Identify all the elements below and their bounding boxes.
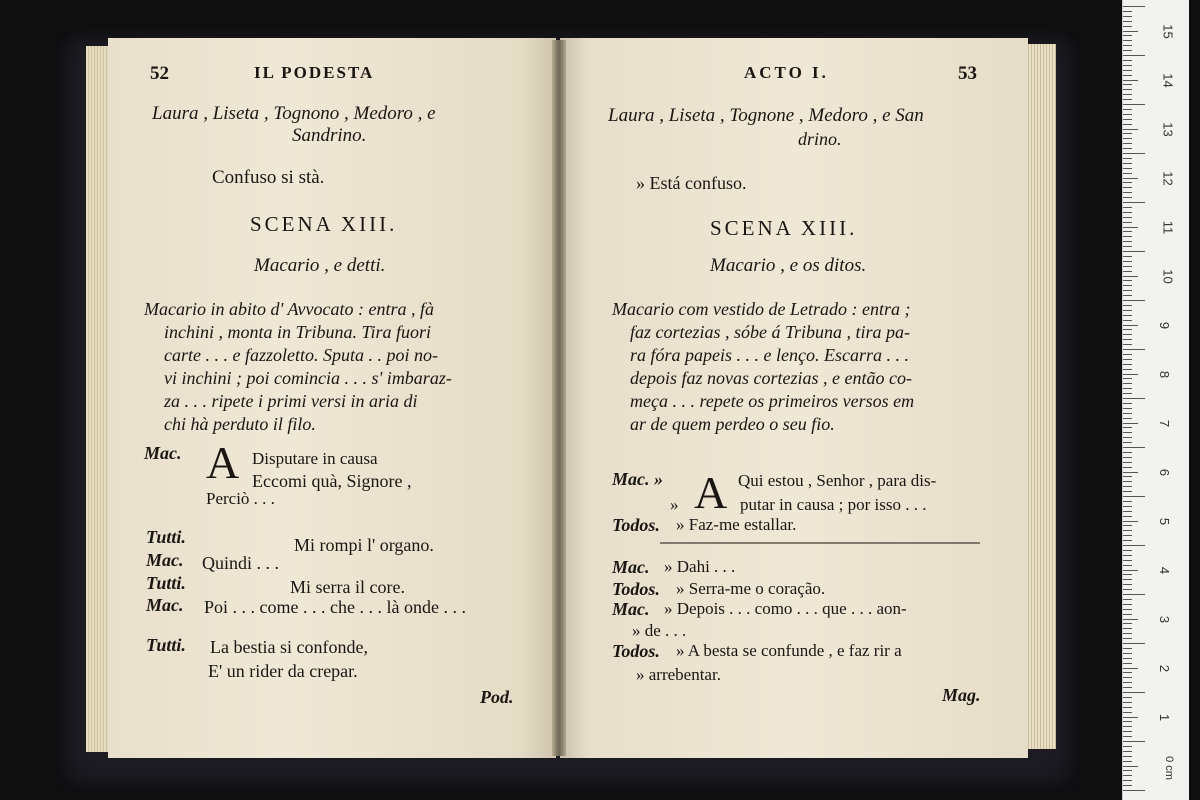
ruler-tick <box>1123 550 1132 551</box>
ruler-tick <box>1123 648 1132 649</box>
ruler-tick <box>1123 305 1132 306</box>
ruler-tick <box>1123 638 1132 639</box>
ruler-number: 1 <box>1157 713 1173 722</box>
speaker: Mac. <box>144 443 182 463</box>
ruler-tick <box>1123 731 1132 732</box>
ruler-tick <box>1123 565 1132 566</box>
ruler-tick <box>1123 692 1145 693</box>
ruler-tick <box>1123 334 1132 335</box>
ruler-tick <box>1123 570 1138 571</box>
ruler-tick <box>1123 99 1132 100</box>
ruler-number: 11 <box>1160 220 1176 235</box>
ruler-tick <box>1123 202 1145 203</box>
ruler-number: 14 <box>1160 73 1176 88</box>
ruler-tick <box>1123 45 1132 46</box>
ruler-tick <box>1123 476 1132 477</box>
ruler-tick <box>1123 359 1132 360</box>
direction-line: depois faz novas cortezias , e então co- <box>630 368 912 388</box>
ruler-tick <box>1123 530 1132 531</box>
ruler-tick <box>1123 178 1138 179</box>
running-head: IL PODESTA <box>254 63 375 82</box>
ruler-number: 5 <box>1157 517 1173 526</box>
ruler-tick <box>1123 668 1138 669</box>
ruler-tick <box>1123 614 1132 615</box>
ruler-tick <box>1123 511 1132 512</box>
ruler-tick <box>1123 40 1132 41</box>
ruler-tick <box>1123 192 1132 193</box>
ruler-tick <box>1123 75 1132 76</box>
ruler-tick <box>1123 231 1132 232</box>
ruler-tick <box>1123 388 1132 389</box>
ruler-tick <box>1123 486 1132 487</box>
ruler-number: 13 <box>1160 122 1176 137</box>
ruler-tick <box>1123 378 1132 379</box>
scene-title: SCENA XIII. <box>710 216 858 240</box>
ruler-tick <box>1123 726 1132 727</box>
ruler-tick <box>1123 761 1132 762</box>
cast-line: Laura , Liseta , Tognono , Medoro , e <box>152 103 436 124</box>
ruler-tick <box>1123 383 1132 384</box>
speaker: Todos. <box>612 579 660 599</box>
direction-line: za . . . ripete i primi versi in aria di <box>164 391 418 411</box>
ruler-tick <box>1123 119 1132 120</box>
ruler-tick <box>1123 682 1132 683</box>
ruler-tick <box>1123 525 1132 526</box>
ruler-tick <box>1123 320 1132 321</box>
ruler-tick <box>1123 741 1145 742</box>
dialogue-line: E' un rider da crepar. <box>208 661 358 681</box>
ruler-tick <box>1123 751 1132 752</box>
ruler-tick <box>1123 717 1138 718</box>
ruler-tick <box>1123 628 1132 629</box>
ruler-tick <box>1123 285 1132 286</box>
ruler-tick <box>1123 104 1145 105</box>
ruler-tick <box>1123 712 1132 713</box>
ruler-tick <box>1123 584 1132 585</box>
ruler-tick <box>1123 663 1132 664</box>
cast-line: Sandrino. <box>292 125 367 146</box>
ruler-tick <box>1123 271 1132 272</box>
dialogue-line: Mi serra il core. <box>290 577 405 597</box>
ruler-tick <box>1123 653 1132 654</box>
ruler-tick <box>1123 756 1132 757</box>
ruler-tick <box>1123 467 1132 468</box>
ruler-tick <box>1123 619 1138 620</box>
ruler-tick <box>1123 413 1132 414</box>
ruler-tick <box>1123 16 1132 17</box>
speaker: Mac. » <box>612 469 663 489</box>
ruler-tick <box>1123 457 1132 458</box>
ruler-tick <box>1123 266 1132 267</box>
ruler-number: 15 <box>1160 24 1176 39</box>
ruler-tick <box>1123 295 1132 296</box>
ruler-tick <box>1123 339 1132 340</box>
ruler-tick <box>1123 168 1132 169</box>
dialogue-line: » Dahi . . . <box>664 557 736 576</box>
speaker: Mac. <box>146 550 184 570</box>
ruler-tick <box>1123 785 1132 786</box>
ruler-tick <box>1123 501 1132 502</box>
book-gutter <box>552 40 566 756</box>
ruler-tick <box>1123 325 1138 326</box>
ruler-tick <box>1123 329 1132 330</box>
ruler-tick <box>1123 491 1132 492</box>
ruler-tick <box>1123 124 1132 125</box>
ruler-tick <box>1123 555 1132 556</box>
ruler-tick <box>1123 89 1132 90</box>
ruler-tick <box>1123 276 1138 277</box>
running-head: ACTO I. <box>744 63 829 82</box>
ruler-tick <box>1123 26 1132 27</box>
ruler-tick <box>1123 393 1132 394</box>
ruler-tick <box>1123 707 1132 708</box>
ruler-tick <box>1123 182 1132 183</box>
ruler-tick <box>1123 472 1138 473</box>
ruler-tick <box>1123 442 1132 443</box>
ruler-tick <box>1123 251 1145 252</box>
ruler-tick <box>1123 589 1132 590</box>
ruler-tick <box>1123 481 1132 482</box>
direction-line: chi hà perduto il filo. <box>164 414 316 434</box>
left-page <box>108 38 556 758</box>
ruler-tick <box>1123 143 1132 144</box>
speaker: Todos. <box>612 515 660 535</box>
ruler-tick <box>1123 535 1132 536</box>
ruler-tick <box>1123 35 1132 36</box>
ruler-number: 9 <box>1157 321 1173 330</box>
ruler-tick <box>1123 129 1138 130</box>
ruler-tick <box>1123 241 1132 242</box>
ruler-tick <box>1123 545 1145 546</box>
ruler-number: 4 <box>1157 566 1173 575</box>
ruler-tick <box>1123 11 1132 12</box>
direction-line: Macario com vestido de Letrado : entra ; <box>612 299 911 319</box>
ruler-tick <box>1123 697 1132 698</box>
ruler-tick <box>1123 80 1138 81</box>
ruler-tick <box>1123 222 1132 223</box>
ruler-tick <box>1123 766 1138 767</box>
ruler-tick <box>1123 290 1132 291</box>
ruler-tick <box>1123 398 1145 399</box>
ruler-tick <box>1123 369 1132 370</box>
direction-line: ar de quem perdeo o seu fio. <box>630 414 835 434</box>
ruler-tick <box>1123 344 1132 345</box>
page-number: 53 <box>958 63 977 84</box>
ruler-tick <box>1123 658 1132 659</box>
ruler-tick <box>1123 256 1132 257</box>
ruler-tick <box>1123 217 1132 218</box>
ruler-tick <box>1123 560 1132 561</box>
dialogue-line: » A besta se confunde , e faz rir a <box>676 641 902 660</box>
dialogue-line: » Faz-me estallar. <box>676 515 797 534</box>
dialogue-line: La bestia si confonde, <box>210 637 368 657</box>
catchword: Mag. <box>942 685 981 705</box>
dialogue-line: Quindi . . . <box>202 553 280 573</box>
dialogue-line: » Depois . . . como . . . que . . . aon- <box>664 599 907 618</box>
ruler-tick <box>1123 187 1132 188</box>
page-number: 52 <box>150 63 169 84</box>
ruler-tick <box>1123 770 1132 771</box>
dialogue-line: Disputare in causa <box>252 449 378 468</box>
ruler-tick <box>1123 702 1132 703</box>
ruler-tick <box>1123 310 1132 311</box>
ruler-tick <box>1123 432 1132 433</box>
ruler-tick <box>1123 6 1145 7</box>
divider-rule <box>660 542 980 544</box>
ruler-tick <box>1123 70 1132 71</box>
ruler-tick <box>1123 236 1132 237</box>
dialogue-line: Poi . . . come . . . che . . . là onde . . . <box>204 597 466 617</box>
ruler-tick <box>1123 65 1132 66</box>
ruler-tick <box>1123 521 1138 522</box>
ruler-tick <box>1123 427 1132 428</box>
ruler-tick <box>1123 408 1132 409</box>
measuring-ruler <box>1122 0 1189 800</box>
ruler-tick <box>1123 780 1132 781</box>
ruler-tick <box>1123 775 1132 776</box>
direction-line: meça . . . repete os primeiros versos em <box>630 391 915 411</box>
speaker: Mac. <box>612 599 650 619</box>
dialogue-line: » arrebentar. <box>636 665 721 684</box>
ruler-tick <box>1123 687 1132 688</box>
ruler-tick <box>1123 114 1132 115</box>
cast-line: Laura , Liseta , Tognone , Medoro , e San <box>608 105 924 126</box>
drop-cap: A <box>206 437 240 488</box>
ruler-tick <box>1123 721 1132 722</box>
ruler-number: 10 <box>1160 269 1176 284</box>
ruler-tick <box>1123 364 1132 365</box>
direction-line: Macario in abito d' Avvocato : entra , fà <box>144 299 434 319</box>
direction-line: inchini , monta in Tribuna. Tira fuori <box>164 322 432 342</box>
ruler-tick <box>1123 133 1132 134</box>
dialogue-line: Perciò . . . <box>206 489 275 508</box>
scene-title: SCENA XIII. <box>250 212 398 236</box>
direction-line: faz cortezias , sóbe á Tribuna , tira pa- <box>630 322 911 342</box>
scene-cast: Macario , e detti. <box>254 255 386 276</box>
ruler-tick <box>1123 452 1132 453</box>
drop-cap: A <box>694 467 728 518</box>
ruler-tick <box>1123 84 1132 85</box>
ruler-tick <box>1123 496 1145 497</box>
direction-line: carte . . . e fazzoletto. Sputa . . poi no- <box>164 345 438 365</box>
speaker: Mac. <box>612 557 650 577</box>
dialogue-line: Qui estou , Senhor , para dis- <box>738 471 937 490</box>
dialogue-line: Mi rompi l' organo. <box>294 535 434 555</box>
ruler-tick <box>1123 315 1132 316</box>
ruler-tick <box>1123 736 1132 737</box>
ruler-tick <box>1123 212 1132 213</box>
catchword: Pod. <box>480 687 514 707</box>
dialogue-line: » Serra-me o coração. <box>676 579 826 598</box>
dialogue-line: Eccomi quà, Signore , <box>252 471 412 491</box>
right-page <box>560 38 1028 758</box>
ruler-tick <box>1123 374 1138 375</box>
ruler-unit: 0 cm <box>1162 756 1175 780</box>
speaker: Tutti. <box>146 527 186 547</box>
ruler-tick <box>1123 21 1132 22</box>
ruler-tick <box>1123 506 1132 507</box>
ruler-tick <box>1123 447 1145 448</box>
ruler-tick <box>1123 300 1145 301</box>
ruler-tick <box>1123 163 1132 164</box>
scene-cast: Macario , e os ditos. <box>710 255 867 276</box>
ruler-tick <box>1123 437 1132 438</box>
ruler-tick <box>1123 677 1132 678</box>
ruler-tick <box>1123 462 1132 463</box>
direction-line: ra fóra papeis . . . e lenço. Escarra . . . <box>630 345 909 365</box>
cast-line: drino. <box>798 129 842 149</box>
ruler-tick <box>1123 423 1138 424</box>
ruler-tick <box>1123 540 1132 541</box>
ruler-number: 3 <box>1157 615 1173 624</box>
ruler-tick <box>1123 594 1145 595</box>
ruler-tick <box>1123 246 1132 247</box>
ruler-tick <box>1123 790 1145 791</box>
speaker: Todos. <box>612 641 660 661</box>
ruler-number: 12 <box>1160 171 1176 186</box>
ruler-tick <box>1123 55 1145 56</box>
ruler-tick <box>1123 50 1132 51</box>
ruler-tick <box>1123 148 1132 149</box>
ruler-tick <box>1123 280 1132 281</box>
ruler-tick <box>1123 609 1132 610</box>
ruler-tick <box>1123 579 1132 580</box>
stage-note: » Está confuso. <box>636 173 747 193</box>
dialogue-line: putar in causa ; por isso . . . <box>740 495 927 514</box>
ruler-tick <box>1123 261 1132 262</box>
ruler-tick <box>1123 516 1132 517</box>
ruler-tick <box>1123 31 1138 32</box>
ruler-tick <box>1123 138 1132 139</box>
ruler-tick <box>1123 94 1132 95</box>
ruler-tick <box>1123 599 1132 600</box>
ruler-tick <box>1123 349 1145 350</box>
ruler-tick <box>1123 418 1132 419</box>
ruler-tick <box>1123 158 1132 159</box>
ruler-number: 7 <box>1157 419 1173 428</box>
ruler-tick <box>1123 354 1132 355</box>
ruler-tick <box>1123 109 1132 110</box>
stage-note: Confuso si stà. <box>212 167 325 188</box>
ruler-number: 2 <box>1157 664 1173 673</box>
ruler-tick <box>1123 173 1132 174</box>
ruler-tick <box>1123 227 1138 228</box>
ruler-tick <box>1123 633 1132 634</box>
dialogue-line: » <box>670 495 679 514</box>
ruler-number: 6 <box>1157 468 1173 477</box>
ruler-tick <box>1123 153 1145 154</box>
ruler-tick <box>1123 197 1132 198</box>
ruler-tick <box>1123 672 1132 673</box>
ruler-tick <box>1123 403 1132 404</box>
ruler-tick <box>1123 623 1132 624</box>
dialogue-line: » de . . . <box>632 621 687 640</box>
speaker: Mac. <box>146 595 184 615</box>
ruler-tick <box>1123 604 1132 605</box>
ruler-tick <box>1123 643 1145 644</box>
direction-line: vi inchini ; poi comincia . . . s' imbaraz- <box>164 368 452 388</box>
ruler-tick <box>1123 207 1132 208</box>
ruler-tick <box>1123 574 1132 575</box>
speaker: Tutti. <box>146 635 186 655</box>
speaker: Tutti. <box>146 573 186 593</box>
ruler-tick <box>1123 60 1132 61</box>
ruler-number: 8 <box>1157 370 1173 379</box>
ruler-tick <box>1123 746 1132 747</box>
